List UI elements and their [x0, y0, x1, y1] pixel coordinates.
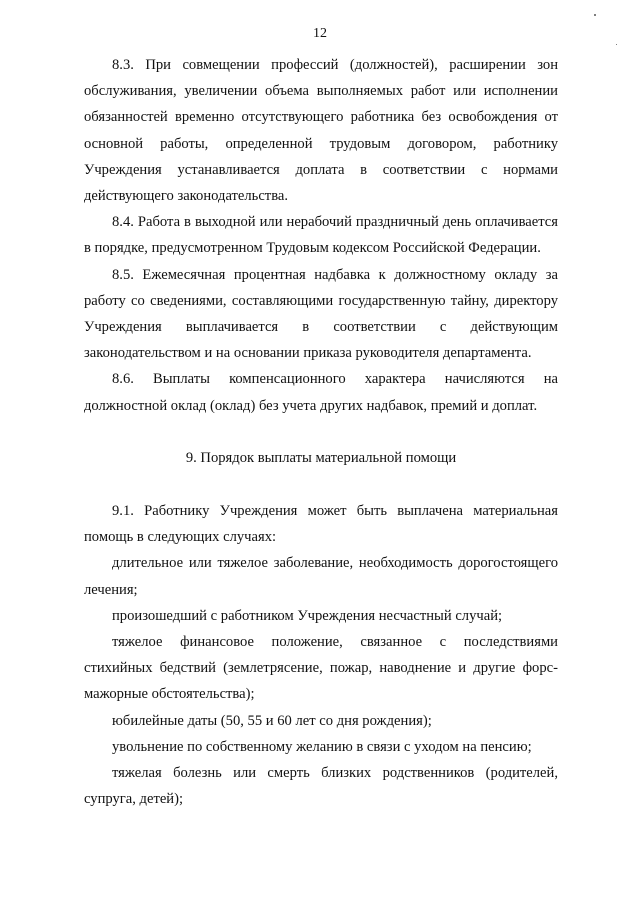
page-number: 12 — [313, 26, 327, 41]
paragraph-8-4: 8.4. Работа в выходной или нерабочий праздничный день оплачивается в порядке, предусмотренном Трудовым кодексом Российской Федерации. — [84, 214, 558, 257]
list-item-anniversary: юбилейные даты (50, 55 и 60 лет со дня рождения); — [112, 712, 432, 729]
list-item-retirement: увольнение по собственному желанию в связи с уходом на пенсию; — [112, 738, 532, 755]
scan-speck — [616, 44, 617, 45]
list-item-illness: длительное или тяжелое заболевание, необходимость дорогостоящего лечения; — [84, 555, 558, 598]
list-item-relatives: тяжелая болезнь или смерть близких родственников (родителей, супруга, детей); — [84, 765, 558, 808]
paragraph-9-1: 9.1. Работнику Учреждения может быть выплачена материальная помощь в следующих случаях: — [84, 503, 558, 546]
document-body — [84, 52, 558, 812]
list-item-disaster: тяжелое финансовое положение, связанное с последствиями стихийных бедствий (землетрясение, пожар, наводнение и другие форс-мажорные обстоятельства); — [84, 634, 558, 703]
list-item-accident: произошедший с работником Учреждения несчастный случай; — [112, 607, 503, 624]
paragraph-8-5: 8.5. Ежемесячная процентная надбавка к должностному окладу за работу со сведениями, составляющими государственную тайну, директору Учреждения выплачивается в соответствии с действующим законодательством и на основании приказа руководителя департамента. — [84, 266, 558, 362]
paragraph-8-3: 8.3. При совмещении профессий (должностей), расширении зон обслуживания, увеличении объема выполняемых работ или исполнении обязанностей временно отсутствующего работника без освобождения от основной работы, определенной трудовым договором, работнику Учреждения устанавливается доплата в соответствии с нормами действующего законодательства. — [84, 57, 558, 205]
paragraph-8-6: 8.6. Выплаты компенсационного характера начисляются на должностной оклад (оклад) без учета других надбавок, премий и доплат. — [84, 371, 558, 414]
section-9-heading: 9. Порядок выплаты материальной помощи — [185, 449, 457, 466]
scan-speck — [594, 14, 596, 16]
